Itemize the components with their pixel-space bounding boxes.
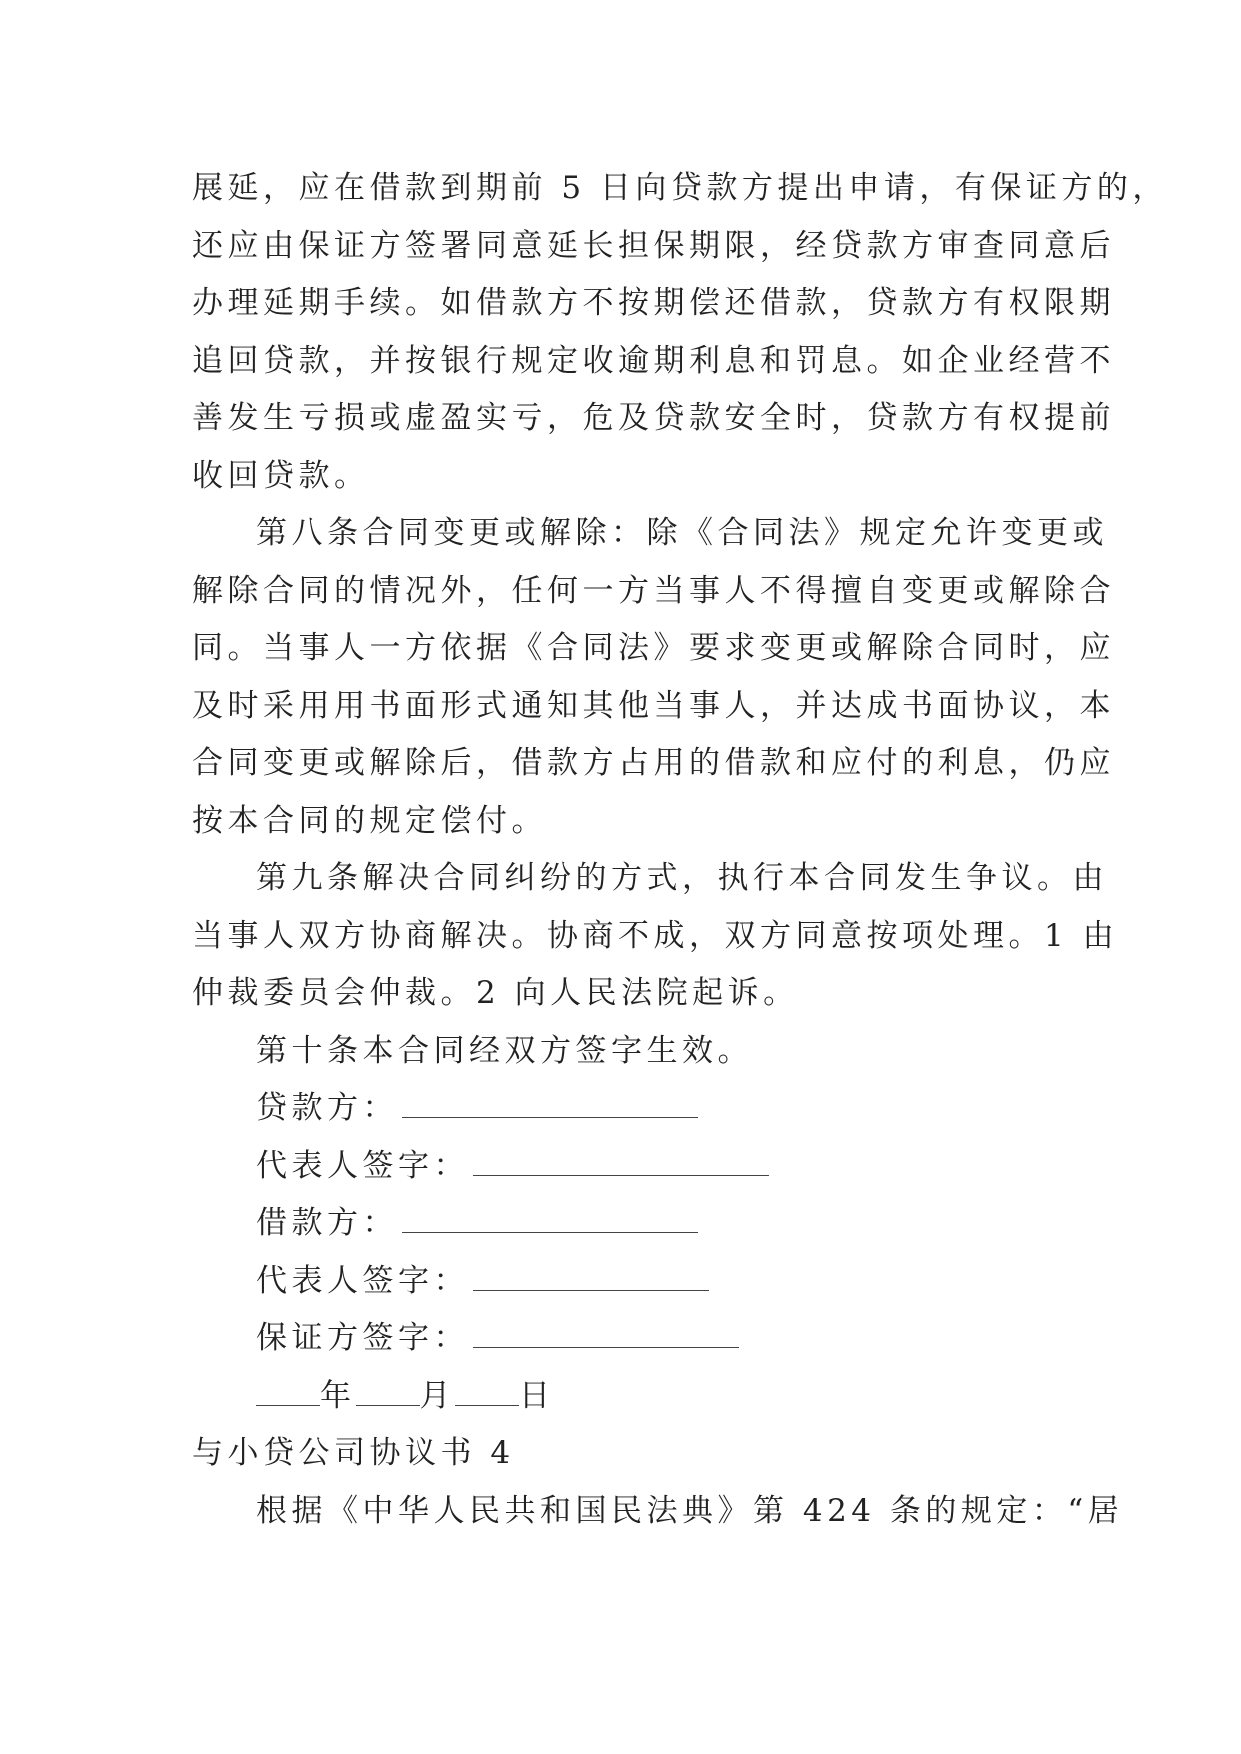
paragraph-line: 仲裁委员会仲裁。2 向人民法院起诉。 (192, 975, 799, 1011)
year-label: 年 (320, 1377, 356, 1414)
borrower-rep-signature-field[interactable] (473, 1268, 709, 1291)
paragraph-line: 同。当事人一方依据《合同法》要求变更或解除合同时，应 (192, 630, 1115, 666)
paragraph-line: 收回贷款。 (192, 457, 370, 494)
month-field[interactable] (356, 1383, 420, 1406)
paragraph-line: 第九条解决合同纠纷的方式，执行本合同发生争议。由 (256, 860, 1108, 896)
paragraph-line: 还应由保证方签署同意延长担保期限，经贷款方审查同意后 (192, 227, 1115, 264)
lender-rep-label: 代表人签字： (256, 1147, 469, 1184)
guarantor-label: 保证方签字： (256, 1320, 469, 1356)
year-field[interactable] (256, 1383, 320, 1406)
section-title: 与小贷公司协议书 4 (192, 1435, 515, 1471)
paragraph-line: 办理延期手续。如借款方不按期偿还借款，贷款方有权限期 (192, 285, 1115, 321)
day-field[interactable] (455, 1383, 519, 1406)
lender-label: 贷款方： (256, 1090, 398, 1126)
paragraph-line: 当事人双方协商解决。协商不成，双方同意按项处理。1 由 (192, 917, 1119, 954)
borrower-signature-field[interactable] (402, 1210, 698, 1233)
lender-rep-signature-row (192, 1138, 1052, 1196)
document-page (192, 160, 1168, 1540)
borrower-rep-signature-row (192, 1253, 1052, 1311)
borrower-label: 借款方： (256, 1205, 398, 1241)
paragraph-line: 及时采用用书面形式通知其他当事人，并达成书面协议，本 (192, 687, 1115, 724)
guarantor-signature-row (192, 1310, 1052, 1368)
guarantor-signature-field[interactable] (473, 1325, 739, 1348)
paragraph-line: 第十条本合同经双方签字生效。 (256, 1032, 753, 1069)
paragraph-line: 追回贷款，并按银行规定收逾期利息和罚息。如企业经营不 (192, 342, 1115, 379)
paragraph-line: 合同变更或解除后，借款方占用的借款和应付的利息，仍应 (192, 745, 1115, 781)
paragraph-line: 善发生亏损或虚盈实亏，危及贷款安全时，贷款方有权提前 (192, 400, 1115, 436)
month-label: 月 (419, 1377, 455, 1414)
lender-rep-signature-field[interactable] (473, 1153, 769, 1176)
borrower-rep-label: 代表人签字： (256, 1262, 469, 1299)
paragraph-line: 展延，应在借款到期前 5 日向贷款方提出申请，有保证方的， (192, 170, 1168, 206)
borrower-signature-row (192, 1195, 1052, 1253)
day-label: 日 (519, 1377, 555, 1414)
paragraph-line: 解除合同的情况外，任何一方当事人不得擅自变更或解除合 (192, 572, 1115, 609)
paragraph-line: 按本合同的规定偿付。 (192, 802, 547, 839)
lender-signature-field[interactable] (402, 1095, 698, 1118)
paragraph-line: 第八条合同变更或解除：除《合同法》规定允许变更或 (256, 515, 1108, 551)
date-row (192, 1368, 1052, 1426)
lender-signature-row (192, 1080, 1052, 1138)
paragraph-line: 根据《中华人民共和国民法典》第 424 条的规定：“居 (256, 1492, 1124, 1529)
